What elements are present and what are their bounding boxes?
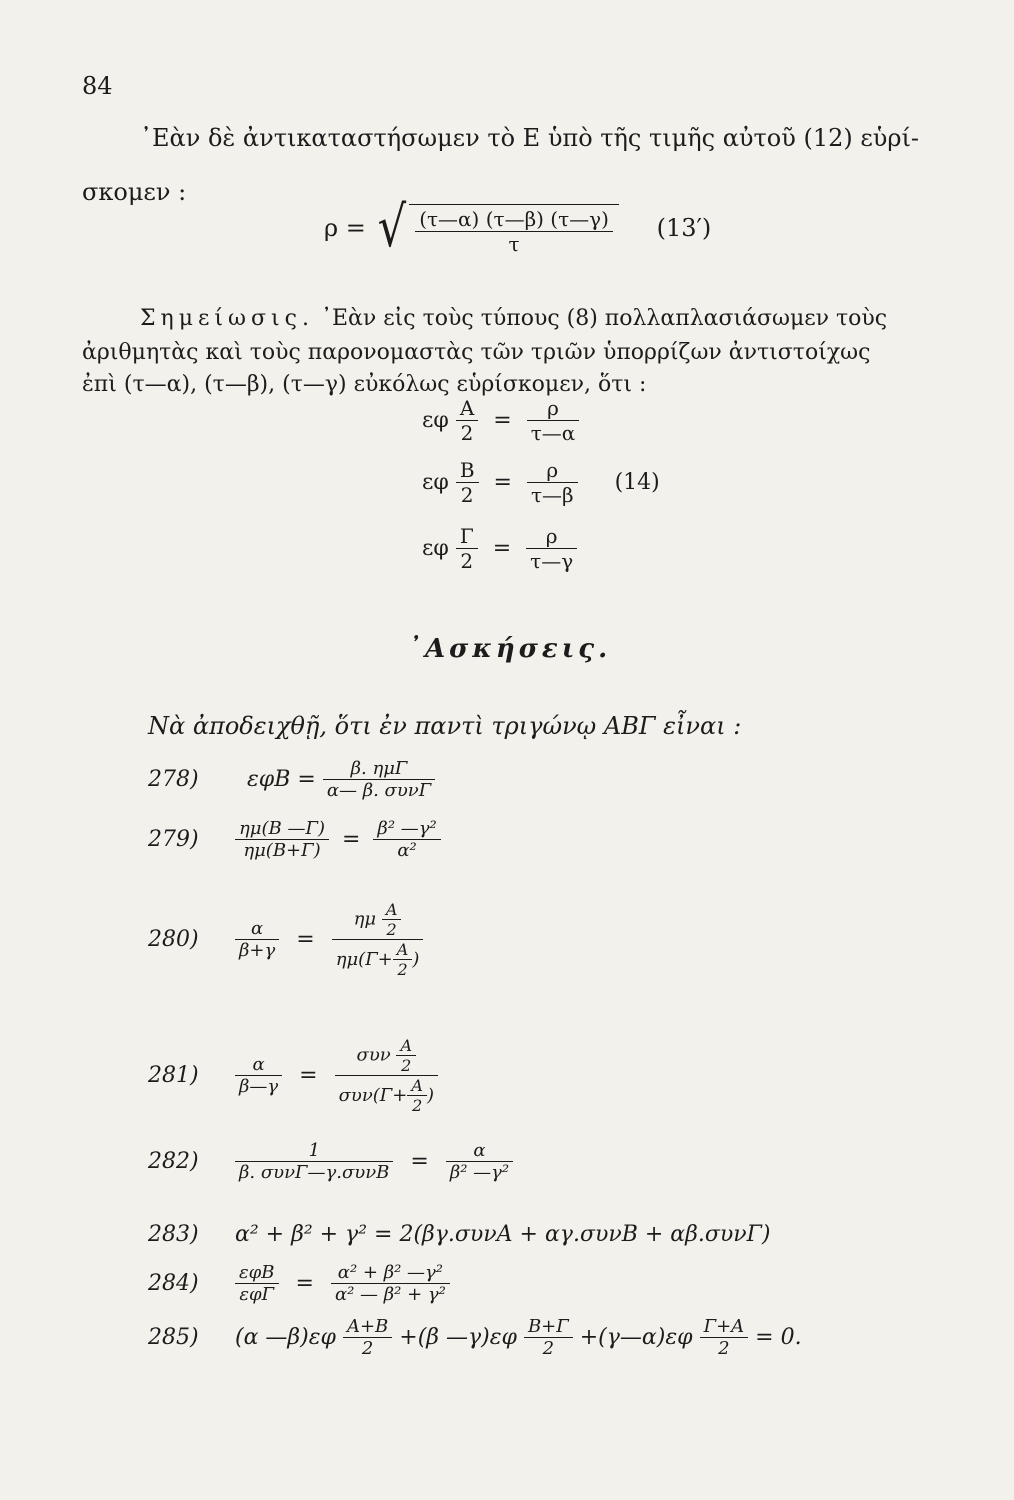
- exercise-279: [148, 818, 441, 861]
- exercise-equals: =: [341, 827, 361, 852]
- exercise-280: [148, 900, 423, 979]
- eq14-rhs-den: τ—β: [530, 483, 574, 507]
- note-line-2: ἀριθμητὰς καὶ τοὺς παρονομαστὰς τῶν τριῶν ὑπορρίζων ἀντιστοίχως: [82, 340, 871, 365]
- eq14-arg-num: Α: [456, 396, 478, 421]
- eq13-numerator: (τ—α) (τ—β) (τ—γ): [415, 207, 613, 232]
- exercise-lhs-denominator: εφΓ: [239, 1284, 275, 1305]
- exercise-equals: =: [295, 1271, 314, 1296]
- exercise-lhs-denominator: ημ(B+Γ): [243, 840, 321, 861]
- intro-line-1: ᾿Εὰν δὲ ἀντικαταστήσωμεν τὸ Ε ὑπὸ τῆς τιμῆς αὐτοῦ (12) εὑρί-: [140, 124, 920, 152]
- exercise-number: 285): [148, 1325, 199, 1350]
- exercise-283: [148, 1222, 771, 1247]
- exercise-rhs-numerator: α: [446, 1140, 513, 1162]
- exercise-number: 281): [148, 1063, 199, 1088]
- eq14-equals: =: [493, 470, 512, 495]
- note-line-3: ἐπὶ (τ—α), (τ—β), (τ—γ) εὐκόλως εὑρίσκομεν, ὅτι :: [82, 372, 647, 397]
- exercise-number: 282): [148, 1149, 199, 1174]
- exercise-number: 278): [148, 767, 199, 792]
- eq14-rhs-den: τ—α: [530, 421, 576, 445]
- equation-13: [324, 195, 712, 260]
- exercise-frac-3-num: Γ+A: [700, 1316, 749, 1338]
- eq14-fn: εφ: [422, 536, 449, 561]
- exercise-term-4: = 0.: [755, 1325, 802, 1350]
- eq13-label: (13′): [656, 214, 712, 242]
- exercise-284: [148, 1262, 450, 1305]
- exercise-lhs-numerator: ημ(B —Γ): [235, 818, 329, 840]
- eq14-row-1: [422, 396, 579, 445]
- exercise-frac-2-num: B+Γ: [524, 1316, 573, 1338]
- eq14-label: (14): [614, 470, 660, 495]
- page-number: 84: [82, 72, 113, 100]
- eq14-arg-num: Γ: [456, 524, 478, 549]
- eq14-arg-den: 2: [460, 421, 474, 445]
- exercise-rhs-numerator: β² —γ²: [373, 818, 440, 840]
- exercise-278: [148, 758, 435, 801]
- eq14-arg-den: 2: [460, 483, 474, 507]
- intro-line-2: σκομεν :: [82, 178, 187, 206]
- exercise-rhs-denominator: α² — β² + γ²: [334, 1284, 446, 1305]
- eq14-fn: εφ: [422, 408, 449, 433]
- eq13-lhs: ρ =: [324, 214, 366, 242]
- exercise-rhs-numerator: α² + β² —γ²: [331, 1262, 450, 1284]
- eq14-fn: εφ: [422, 470, 449, 495]
- exercise-number: 284): [148, 1271, 199, 1296]
- exercise-rhs-denominator: ημ(Γ+ $\frac{A}{2}$ ): [335, 940, 420, 979]
- eq14-row-3: [422, 524, 577, 573]
- exercise-285: [148, 1316, 802, 1359]
- eq13-sqrt: [374, 195, 619, 260]
- exercise-term-2: +(β —γ)εφ: [399, 1325, 517, 1350]
- note-line-1: [140, 306, 887, 331]
- exercise-frac-1-num: A+B: [343, 1316, 392, 1338]
- exercise-lhs-denominator: β+γ: [239, 940, 276, 961]
- exercise-lhs-numerator: 1: [235, 1140, 393, 1162]
- eq14-equals: =: [493, 408, 512, 433]
- exercise-281: [148, 1036, 438, 1115]
- exercise-frac-3-den: 2: [718, 1338, 730, 1359]
- eq14-row-2: [422, 458, 660, 507]
- note-text: ᾿Εὰν εἰς τοὺς τύπους (8) πολλαπλασιάσωμεν τοὺς: [320, 306, 888, 331]
- radical-sign-icon: √: [377, 195, 406, 260]
- exercises-heading: ᾿Ασκήσεις.: [408, 634, 612, 664]
- eq14-rhs-den: τ—γ: [530, 549, 574, 573]
- exercise-rhs-numerator: ημ $\frac{A}{2}$: [332, 900, 424, 940]
- exercise-rhs-numerator: συν $\frac{A}{2}$: [335, 1036, 438, 1076]
- exercise-term-1: (α —β)εφ: [235, 1325, 336, 1350]
- exercise-frac-2-den: 2: [542, 1338, 555, 1359]
- exercise-lhs: εφB =: [247, 767, 316, 792]
- exercise-lhs-numerator: α: [235, 1054, 282, 1076]
- eq14-rhs-num: ρ: [527, 396, 580, 421]
- exercise-term-3: +(γ—α)εφ: [579, 1325, 693, 1350]
- exercise-rhs-denominator: β² —γ²: [449, 1162, 510, 1183]
- exercise-rhs-denominator: συν(Γ+ $\frac{A}{2}$ ): [338, 1076, 434, 1115]
- exercise-number: 279): [148, 827, 199, 852]
- exercise-equals: =: [299, 1063, 318, 1088]
- exercise-lhs-numerator: εφB: [235, 1262, 279, 1284]
- exercise-rhs-denominator: α²: [397, 840, 417, 861]
- exercise-denominator: α— β. συνΓ: [326, 780, 432, 801]
- note-title: Σημείωσις.: [140, 306, 314, 331]
- exercise-number: 283): [148, 1222, 199, 1247]
- exercise-frac-1-den: 2: [361, 1338, 374, 1359]
- eq14-arg-den: 2: [460, 549, 474, 573]
- eq14-rhs-num: ρ: [527, 458, 578, 483]
- exercise-equals: =: [410, 1149, 429, 1174]
- exercise-numerator: β. ημΓ: [323, 758, 435, 780]
- eq14-arg-num: Β: [456, 458, 479, 483]
- exercise-number: 280): [148, 927, 199, 952]
- eq14-equals: =: [492, 536, 512, 561]
- exercise-282: [148, 1140, 513, 1183]
- exercise-equals: =: [296, 927, 315, 952]
- exercise-lhs-denominator: β—γ: [239, 1076, 279, 1097]
- exercise-lhs-denominator: β. συνΓ—γ.συνB: [239, 1162, 390, 1183]
- exercise-formula: α² + β² + γ² = 2(βγ.συνA + αγ.συνB + αβ.συνΓ): [235, 1222, 771, 1247]
- exercise-lhs-numerator: α: [235, 918, 279, 940]
- eq14-rhs-num: ρ: [526, 524, 577, 549]
- exercises-lead: Νὰ ἀποδειχθῇ, ὅτι ἐν παντὶ τριγώνῳ ΑΒΓ εἶναι :: [148, 712, 742, 740]
- eq13-denominator: τ: [508, 232, 520, 256]
